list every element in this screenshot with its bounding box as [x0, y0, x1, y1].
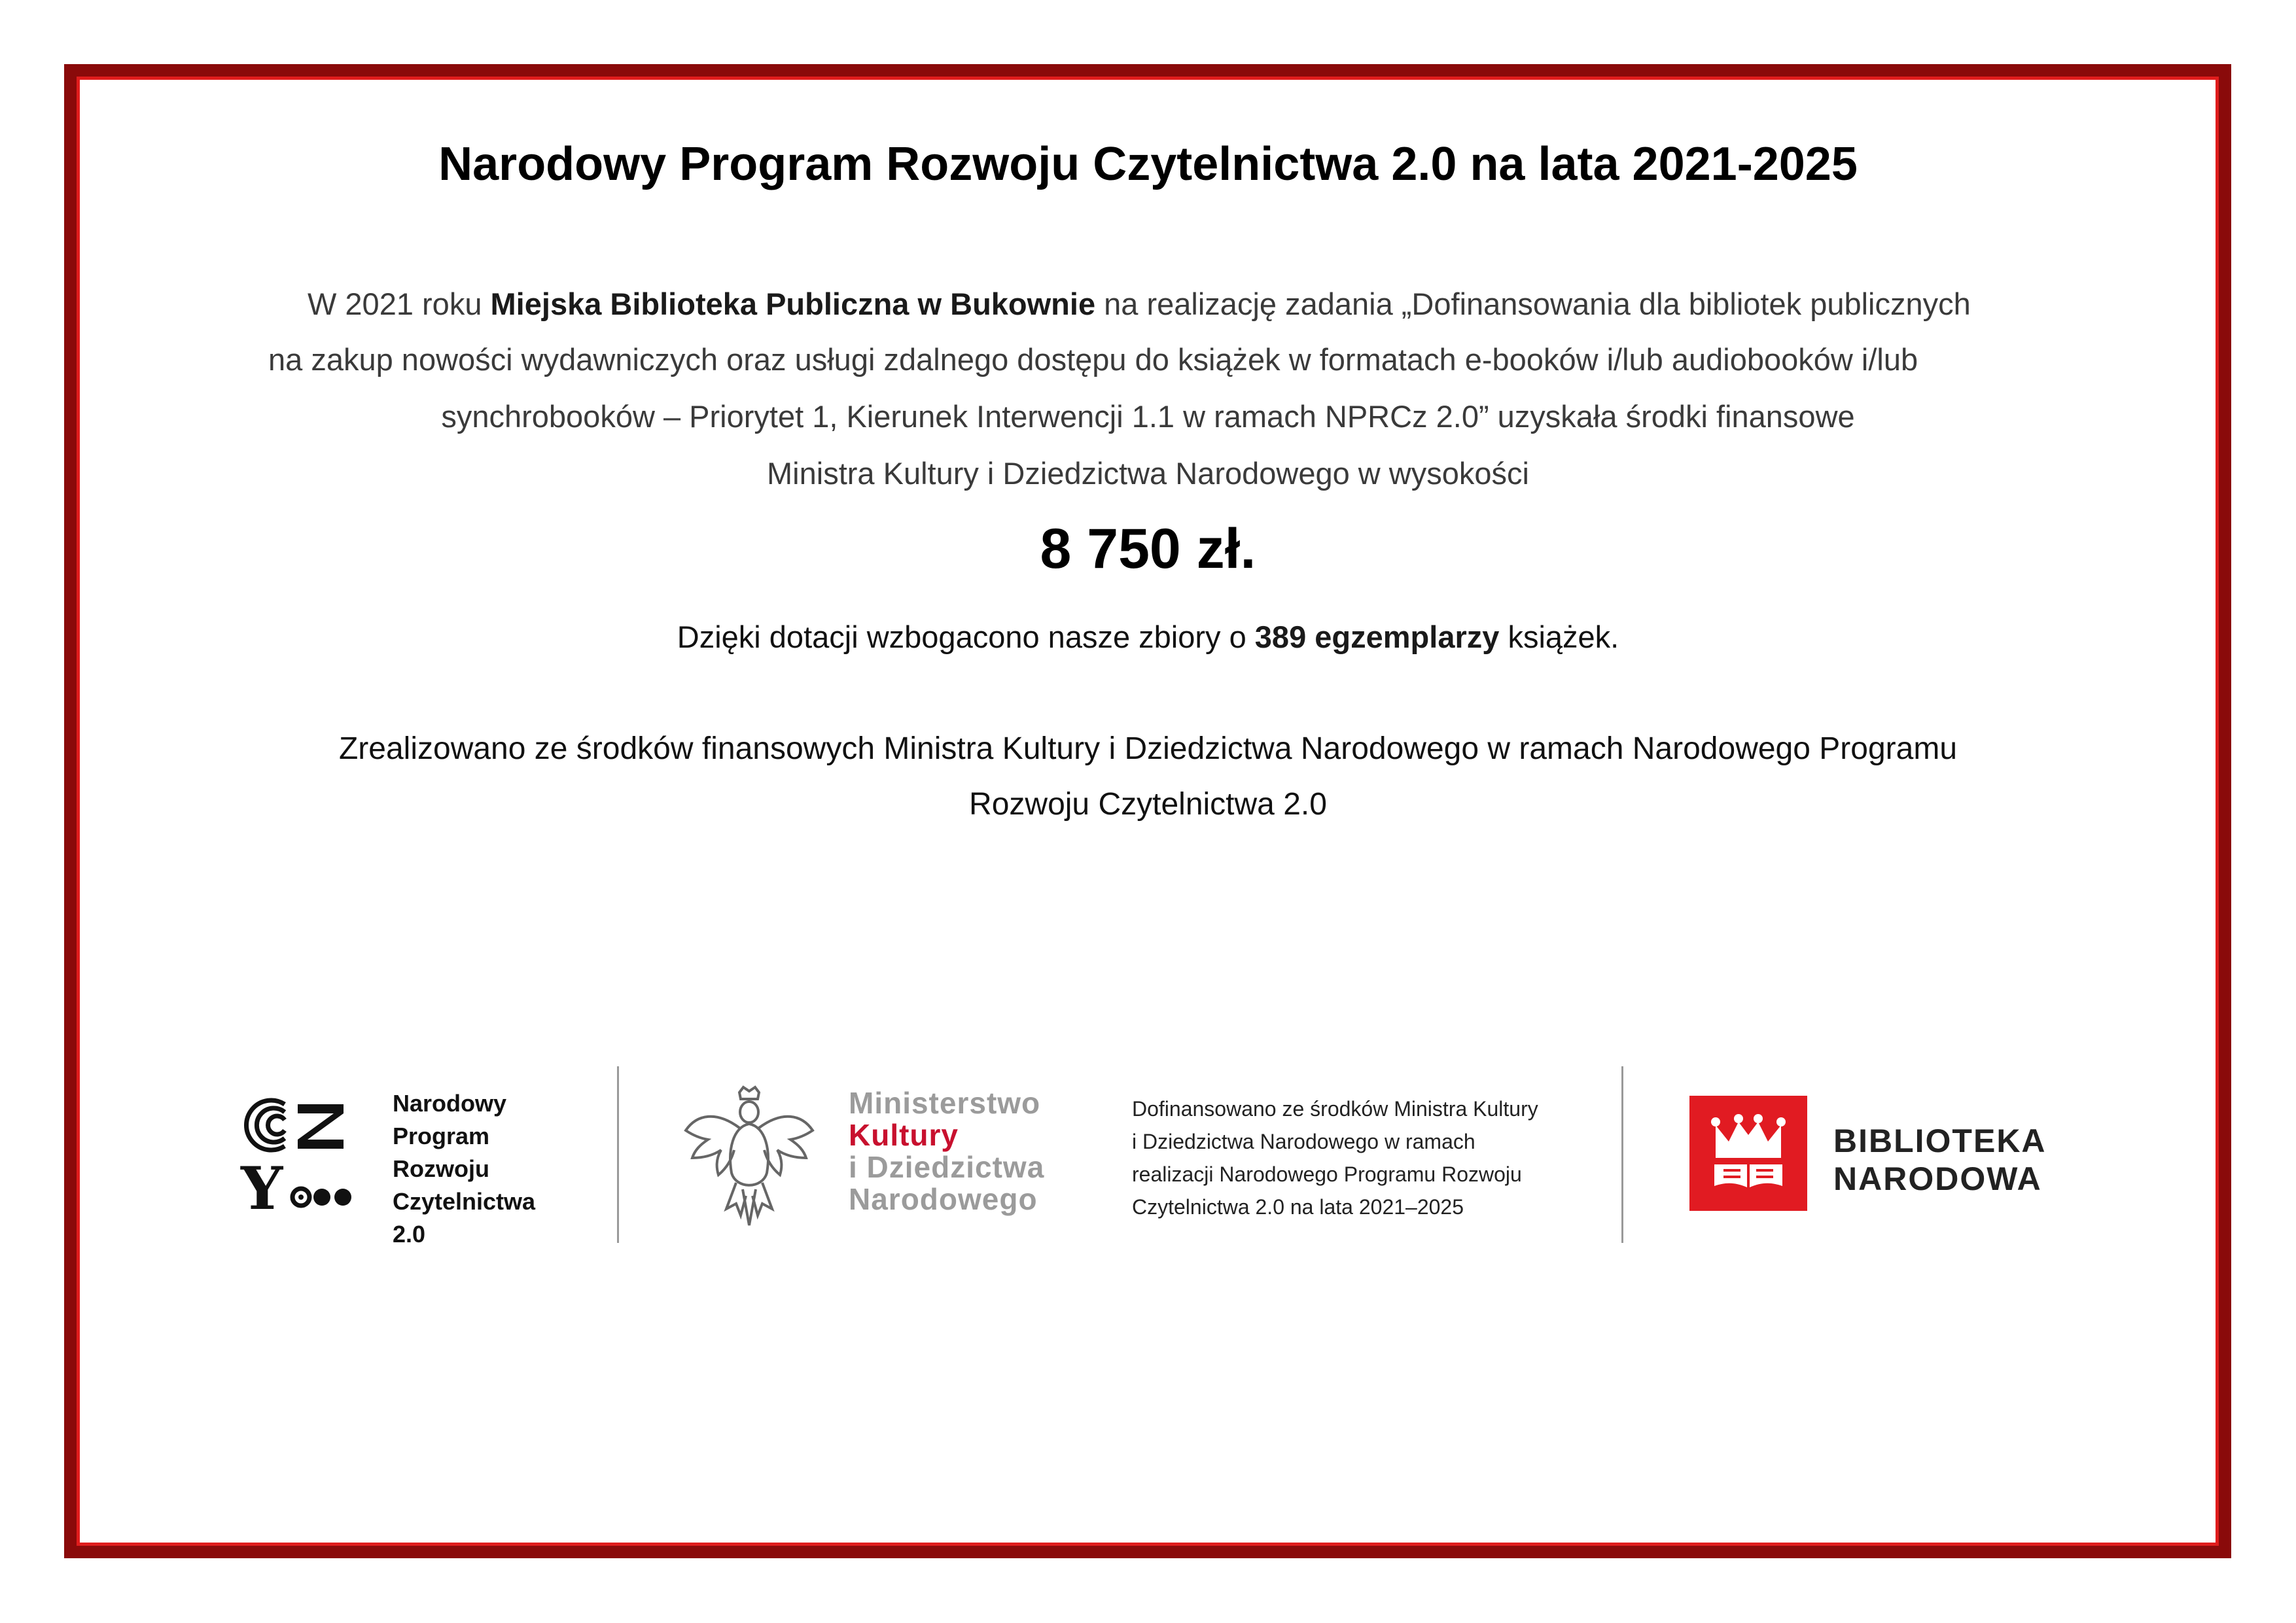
nprc-line: Rozwoju — [393, 1155, 489, 1182]
eagle-emblem-icon — [680, 1085, 818, 1229]
ministry-line: i Dziedzictwa — [849, 1150, 1045, 1184]
bn-logo-text — [1833, 1122, 2047, 1198]
divider — [1621, 1066, 1623, 1243]
ministry-line: Kultury — [849, 1118, 959, 1152]
svg-text:Y: Y — [241, 1154, 283, 1223]
nprc-logo-text — [393, 1087, 535, 1251]
nprc-line: Czytelnictwa — [393, 1188, 536, 1215]
paragraph-line-1 — [308, 288, 1971, 319]
funding-note-line-2: Rozwoju Czytelnictwa 2.0 — [969, 787, 1327, 822]
copies-count: 389 egzemplarzy — [1254, 620, 1500, 654]
paragraph-line-2: na zakup nowości wydawniczych oraz usługi zdalnego dostępu do książek w formatach e-booków i/lub audiobooków i/lub — [268, 342, 1918, 377]
nprc-logo-icon — [236, 1092, 360, 1223]
gift-post: książek. — [1499, 620, 1619, 654]
grant-amount: 8 750 zł. — [1040, 517, 1256, 580]
crown-book-icon — [1689, 1096, 1807, 1211]
nprc-line: Program — [393, 1123, 490, 1149]
nprc-line: Narodowy — [393, 1090, 507, 1117]
library-name: Miejska Biblioteka Publiczna w Bukownie — [490, 287, 1096, 321]
funding-note-line-1: Zrealizowano ze środków finansowych Ministra Kultury i Dziedzictwa Narodowego w ramach Narodowego Programu — [338, 731, 1958, 766]
p1-post: na realizację zadania „Dofinansowania dla bibliotek publicznych — [1095, 287, 1971, 321]
ministry-line: Ministerstwo — [849, 1086, 1041, 1120]
bn-logo-icon — [1689, 1096, 1807, 1211]
gift-line — [0, 619, 2296, 655]
cofinanced-line: realizacji Narodowego Programu Rozwoju — [1132, 1162, 1522, 1186]
cofinanced-text — [1132, 1092, 1538, 1223]
logo-strip — [0, 1060, 2296, 1256]
ministry-logo-text — [849, 1087, 1044, 1215]
ministry-line: Narodowego — [849, 1182, 1038, 1216]
p1-pre: W 2021 roku — [308, 287, 491, 321]
gift-pre: Dzięki dotacji wzbogacono nasze zbiory o — [677, 620, 1255, 654]
paragraph-line-3: synchrobooków – Priorytet 1, Kierunek Interwencji 1.1 w ramach NPRCz 2.0” uzyskała środki finansowe — [441, 399, 1855, 434]
bn-line: BIBLIOTEKA — [1833, 1123, 2047, 1159]
cofinanced-line: Czytelnictwa 2.0 na lata 2021–2025 — [1132, 1195, 1464, 1219]
divider — [617, 1066, 619, 1243]
nprc-line: 2.0 — [393, 1221, 426, 1248]
paragraph-line-4: Ministra Kultury i Dziedzictwa Narodowego w wysokości — [767, 456, 1529, 491]
cofinanced-line: i Dziedzictwa Narodowego w ramach — [1132, 1130, 1475, 1153]
page-title: Narodowy Program Rozwoju Czytelnictwa 2.0 na lata 2021-2025 — [438, 138, 1858, 190]
bn-line: NARODOWA — [1833, 1161, 2042, 1197]
cofinanced-line: Dofinansowano ze środków Ministra Kultury — [1132, 1097, 1538, 1121]
